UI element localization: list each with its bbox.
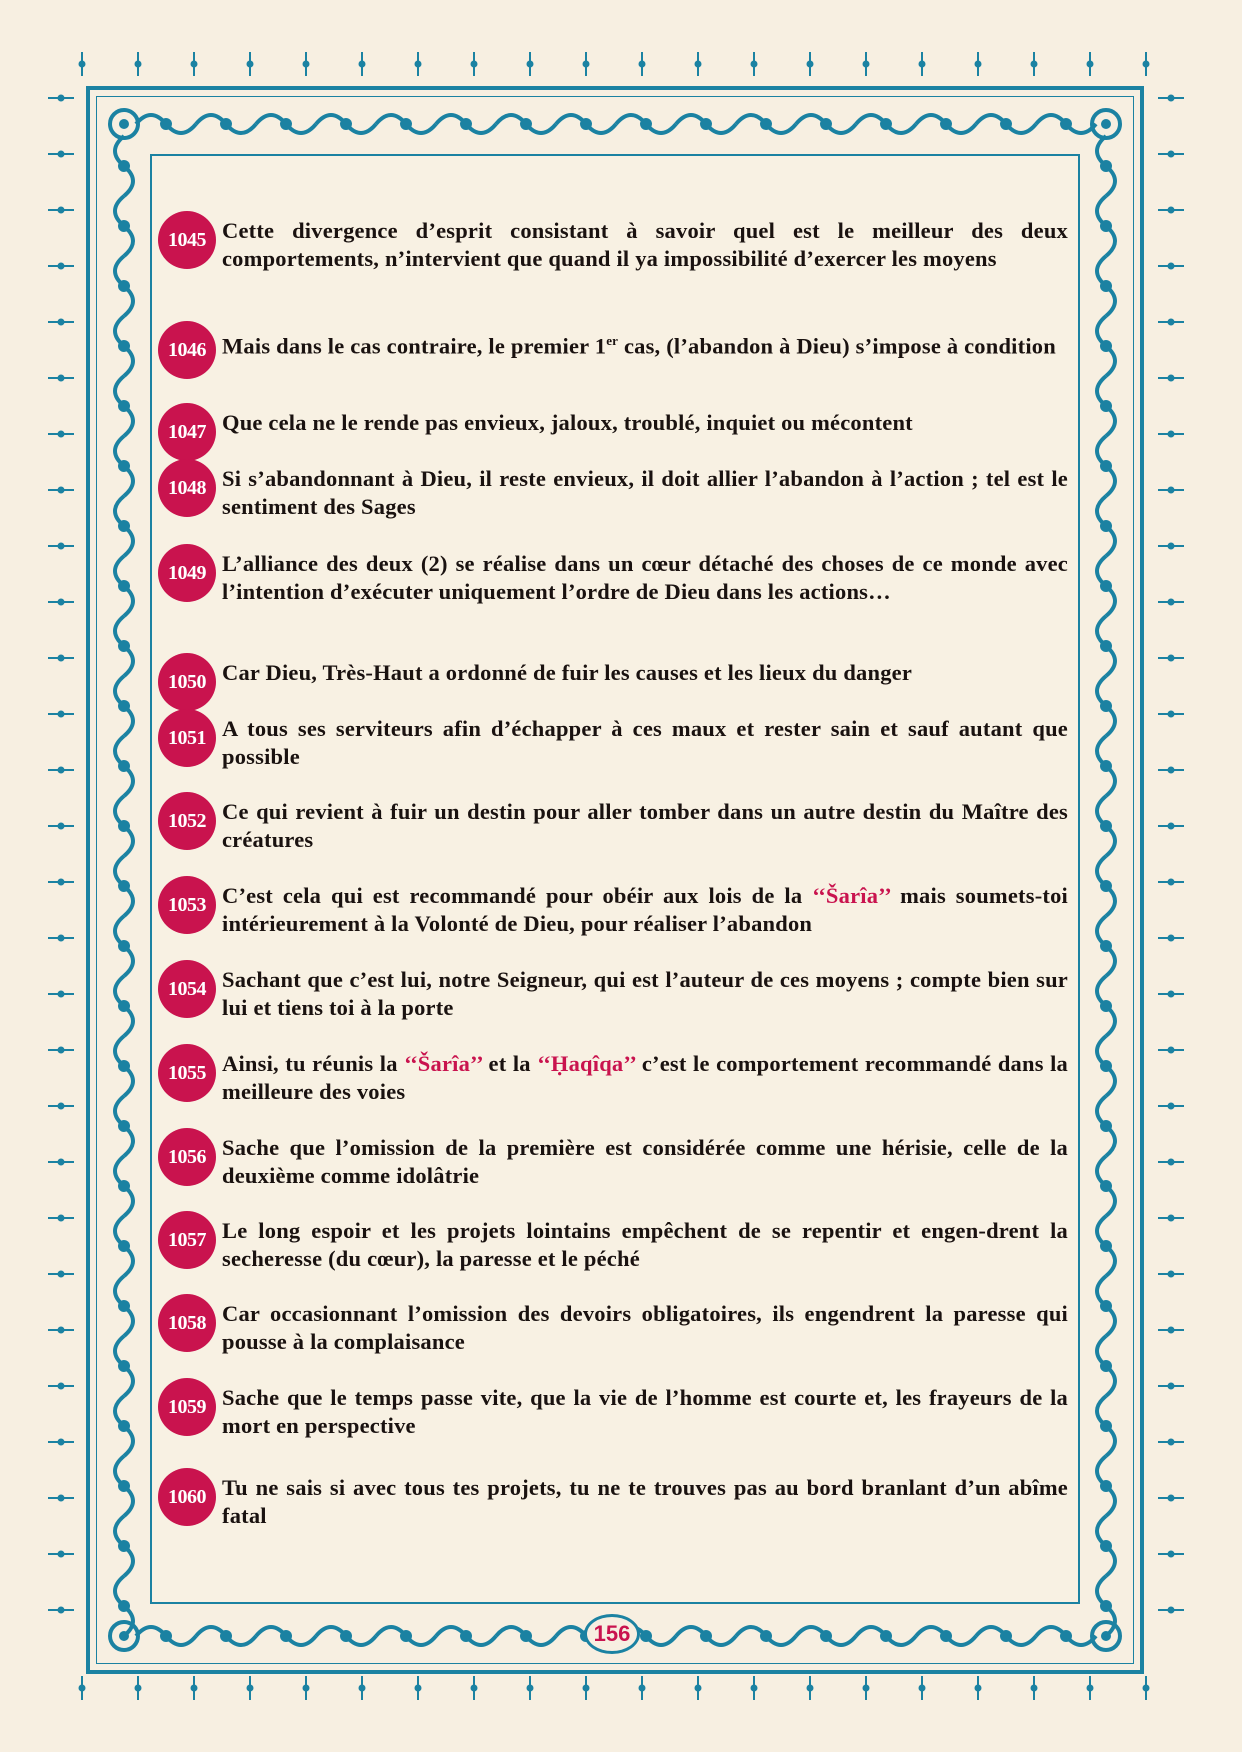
verse-number-badge: 1052 — [158, 792, 216, 850]
page-number: 156 — [584, 1614, 640, 1654]
verse-number-badge: 1054 — [158, 960, 216, 1018]
verse-number-badge: 1058 — [158, 1294, 216, 1352]
verse-number-badge: 1047 — [158, 403, 216, 461]
verse-text: Cette divergence d’esprit consistant à savoir quel est le meilleur des deux comportements, n’intervient que quand il ya impossibilité d’exercer les moyens — [222, 218, 1068, 271]
verse-text-part: Ainsi, tu réunis la — [222, 1051, 405, 1076]
verse-text-part: cas, (l’abandon à Dieu) s’impose à condition — [618, 333, 1056, 359]
verse-number-badge: 1046 — [158, 321, 216, 379]
verse-text: Le long espoir et les projets lointains empêchent de se repentir et engen-drent la secheresse (du cœur), la paresse et le péché — [222, 1218, 1068, 1271]
verse-text: Ce qui revient à fuir un destin pour aller tomber dans un autre destin du Maître des créatures — [222, 799, 1068, 852]
verse-text-part: et la — [482, 1051, 538, 1076]
verse-text: Si s’abandonnant à Dieu, il reste envieux, il doit allier l’abandon à l’action ; tel est le sentiment des Sages — [222, 466, 1068, 519]
verse-number-badge: 1055 — [158, 1044, 216, 1102]
verse-number-badge: 1059 — [158, 1378, 216, 1436]
term-sharia: ‘‘Šarîa’’ — [404, 1051, 483, 1076]
term-haqiqa: ‘‘Ḥaqîqa’’ — [537, 1051, 636, 1076]
verse-text: Tu ne sais si avec tous tes projets, tu ne te trouves pas au bord branlant d’un abîme fatal — [222, 1475, 1068, 1528]
verse-number-badge: 1053 — [158, 876, 216, 934]
verse-text: Car occasionnant l’omission des devoirs obligatoires, ils engendrent la paresse qui pousse à la complaisance — [222, 1301, 1068, 1354]
verse-text-part: c’est le comportement recommandé dans la meilleure des voies — [222, 1051, 1068, 1104]
verse-text: L’alliance des deux (2) se réalise dans un cœur détaché des choses de ce monde avec l’intention d’exécuter uniquement l’ordre de Dieu dans les actions… — [222, 551, 1068, 604]
verse-text — [222, 327, 1068, 361]
verse-text: Sache que le temps passe vite, que la vie de l’homme est courte et, les frayeurs de la mort en perspective — [222, 1385, 1068, 1438]
verse-text-part: C’est cela qui est recommandé pour obéir aux lois de la — [222, 883, 813, 908]
verse-text — [222, 1050, 1068, 1106]
verse-text: A tous ses serviteurs afin d’échapper à ces maux et rester sain et sauf autant que possible — [222, 716, 1068, 769]
verse-text: Sache que l’omission de la première est considérée comme une hérisie, celle de la deuxième comme idolâtrie — [222, 1135, 1068, 1188]
verse-number-badge: 1051 — [158, 709, 216, 767]
verse-number-badge: 1049 — [158, 544, 216, 602]
verse-text — [222, 882, 1068, 938]
verse-text: Car Dieu, Très-Haut a ordonné de fuir les causes et les lieux du danger — [222, 660, 913, 685]
term-sharia: ‘‘Šarîa’’ — [812, 883, 891, 908]
verse-text: Sachant que c’est lui, notre Seigneur, qui est l’auteur de ces moyens ; compte bien sur lui et tiens toi à la porte — [222, 967, 1068, 1020]
verse-text-part: mais soumets-toi intérieurement à la Volonté de Dieu, pour réaliser l’abandon — [222, 883, 1068, 936]
verse-number-badge: 1056 — [158, 1128, 216, 1186]
verse-number-badge: 1048 — [158, 459, 216, 517]
verse-number-badge: 1045 — [158, 211, 216, 269]
verse-text: Que cela ne le rende pas envieux, jaloux, troublé, inquiet ou mécontent — [222, 410, 913, 435]
verse-superscript: er — [606, 333, 619, 348]
verse-text-part: Mais dans le cas contraire, le premier 1 — [222, 333, 607, 359]
verse-number-badge: 1057 — [158, 1211, 216, 1269]
verse-number-badge: 1050 — [158, 653, 216, 711]
verse-number-badge: 1060 — [158, 1468, 216, 1526]
